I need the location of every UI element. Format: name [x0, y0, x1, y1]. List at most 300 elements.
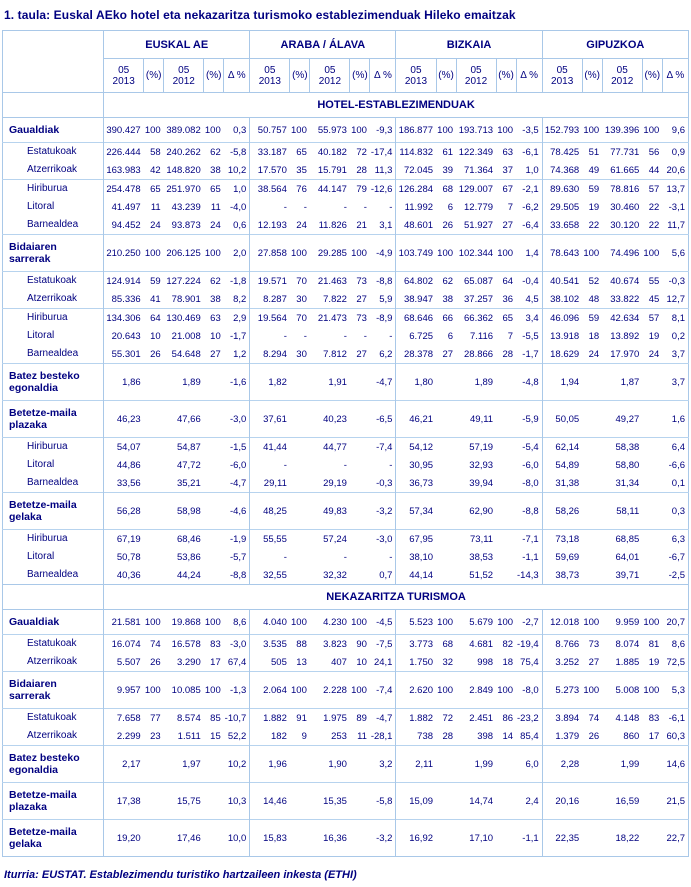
- cell: 65.087: [456, 272, 496, 291]
- cell: -4,5: [370, 610, 396, 635]
- cell: 39,94: [469, 477, 494, 489]
- cell: -1,1: [522, 551, 539, 563]
- period-line2: 2012: [318, 75, 342, 87]
- cell: 78.901: [171, 293, 201, 305]
- cell: 47,72: [176, 459, 201, 471]
- section-blank-cell: [3, 93, 104, 118]
- cell: -1,7: [229, 330, 247, 342]
- section-header: HOTEL-ESTABLEZIMENDUAK: [104, 93, 689, 118]
- cell: 10,3: [224, 783, 250, 820]
- cell: 52,2: [227, 730, 247, 742]
- cell: 100: [290, 118, 310, 143]
- cell: 1,97: [164, 746, 204, 783]
- cell: 11: [210, 201, 221, 213]
- cell: -5,8: [224, 143, 250, 162]
- table-row: [3, 783, 689, 820]
- cell: 59: [582, 180, 602, 199]
- cell: [144, 530, 164, 549]
- cell: [350, 456, 370, 474]
- cell: 39,71: [615, 569, 640, 581]
- cell: [582, 493, 602, 530]
- cell: 2.299: [104, 727, 144, 746]
- cell: [496, 820, 516, 857]
- cell: 16,36: [310, 820, 350, 857]
- period-line2: 2013: [258, 75, 281, 87]
- cell: 1,4: [516, 235, 542, 272]
- cell: -28,1: [370, 730, 393, 742]
- cell: 30: [296, 348, 307, 360]
- cell: [290, 783, 310, 820]
- cell: 124.914: [104, 272, 144, 291]
- cell: 5.273: [542, 672, 582, 709]
- table-row: [3, 548, 689, 566]
- cell: 40,36: [104, 566, 144, 585]
- cell: 58,38: [602, 438, 642, 457]
- table-row: [3, 180, 689, 199]
- cell: 23: [150, 730, 161, 742]
- cell: 15.791: [317, 164, 347, 176]
- cell: -8,9: [370, 309, 396, 328]
- cell: 28: [502, 348, 514, 360]
- cell: 57,24: [310, 530, 350, 549]
- cell: 3,2: [370, 746, 396, 783]
- cell: [496, 566, 516, 585]
- row-label: Hiriburua: [3, 438, 104, 457]
- cell: [496, 401, 516, 438]
- cell: 67: [496, 180, 516, 199]
- cell: [204, 474, 224, 493]
- cell: 64: [496, 272, 516, 291]
- cell: 102.344: [456, 235, 496, 272]
- table-row: [3, 746, 689, 783]
- cell: 148.820: [166, 164, 201, 176]
- cell: [436, 783, 456, 820]
- cell: 100: [204, 118, 224, 143]
- cell: 10: [356, 656, 367, 668]
- cell: 41: [150, 293, 161, 305]
- cell: -3,2: [370, 820, 396, 857]
- cell: 17,10: [456, 820, 496, 857]
- cell: 64: [144, 309, 164, 328]
- cell: 31,38: [542, 474, 582, 493]
- cell: 100: [642, 672, 662, 709]
- cell: 134.306: [104, 309, 144, 328]
- cell: [496, 746, 516, 783]
- cell: 27: [356, 293, 367, 305]
- cell: 17,38: [104, 783, 144, 820]
- cell: 58,26: [542, 493, 582, 530]
- cell: 26: [150, 348, 161, 360]
- cell: [436, 438, 456, 457]
- cell: 48: [588, 293, 600, 305]
- column-header-period: [164, 59, 204, 93]
- cell: -: [250, 456, 290, 474]
- cell: -8,8: [516, 493, 542, 530]
- cell: 100: [350, 672, 370, 709]
- table-body: [3, 93, 689, 857]
- cell: 32,55: [250, 566, 290, 585]
- row-label: Betetze-maila plazaka: [3, 401, 104, 438]
- cell: 100: [582, 610, 602, 635]
- cell: 24: [210, 219, 221, 231]
- cell: 4,5: [525, 293, 539, 305]
- cell: [290, 746, 310, 783]
- column-header-pct: (%): [496, 59, 516, 93]
- cell: 44: [648, 164, 660, 176]
- cell: 59: [582, 309, 602, 328]
- cell: [496, 438, 516, 457]
- cell: -4,8: [516, 364, 542, 401]
- cell: 67,95: [396, 530, 436, 549]
- cell: -1,1: [516, 820, 542, 857]
- period-line2: 2012: [611, 75, 634, 87]
- cell: -10,7: [224, 709, 250, 728]
- cell: 21.473: [310, 309, 350, 328]
- cell: 27: [588, 656, 600, 668]
- cell: 89: [350, 709, 370, 728]
- cell: 100: [204, 610, 224, 635]
- cell: 6.725: [396, 327, 436, 345]
- cell: -6,5: [370, 401, 396, 438]
- cell: 57,34: [396, 493, 436, 530]
- row-label: Hiriburua: [3, 309, 104, 328]
- period-line1: 05: [118, 64, 130, 76]
- cell: -6,1: [662, 709, 688, 728]
- cell: 67,4: [227, 656, 247, 668]
- cell: 41,44: [250, 438, 290, 457]
- cell: 27.858: [250, 235, 290, 272]
- cell: 49: [588, 164, 600, 176]
- cell: 19.868: [164, 610, 204, 635]
- cell: 38: [210, 164, 221, 176]
- cell: 40.674: [602, 272, 642, 291]
- row-label: Estatukoak: [3, 635, 104, 654]
- cell: 100: [290, 610, 310, 635]
- cell: 55: [642, 272, 662, 291]
- cell: [642, 364, 662, 401]
- cell: 21,5: [662, 783, 688, 820]
- section-row: [3, 585, 689, 610]
- cell: 38.564: [250, 180, 290, 199]
- cell: 55.973: [310, 118, 350, 143]
- cell: 47,66: [164, 401, 204, 438]
- cell: 27: [356, 348, 367, 360]
- cell: 10,2: [224, 746, 250, 783]
- cell: 74.496: [602, 235, 642, 272]
- column-header-period: [250, 59, 290, 93]
- table-row: [3, 566, 689, 585]
- cell: 72,5: [666, 656, 685, 668]
- cell: 57: [642, 309, 662, 328]
- cell: [582, 548, 602, 566]
- cell: 100: [144, 672, 164, 709]
- cell: -: [363, 201, 367, 213]
- cell: 46,23: [104, 401, 144, 438]
- cell: -3,0: [224, 635, 250, 654]
- cell: 73,11: [456, 530, 496, 549]
- cell: 44,14: [396, 566, 436, 585]
- cell: 44,86: [104, 456, 144, 474]
- cell: 505: [250, 653, 290, 672]
- cell: 100: [350, 235, 370, 272]
- region-header: BIZKAIA: [396, 31, 542, 59]
- cell: 1.882: [396, 709, 436, 728]
- cell: 7: [507, 201, 514, 213]
- cell: 28.866: [464, 348, 494, 360]
- cell: 44,24: [176, 569, 201, 581]
- cell: 30: [296, 293, 307, 305]
- cell: 2.064: [250, 672, 290, 709]
- cell: 62: [204, 143, 224, 162]
- cell: 94.452: [104, 216, 144, 235]
- cell: 54,89: [542, 456, 582, 474]
- region-header: GIPUZKOA: [542, 31, 688, 59]
- table-row: [3, 272, 689, 291]
- cell: -: [343, 330, 347, 342]
- cell: 100: [290, 235, 310, 272]
- cell: 14,46: [250, 783, 290, 820]
- cell: -7,4: [370, 438, 396, 457]
- cell: 18.629: [542, 345, 582, 364]
- row-label: Barnealdea: [3, 474, 104, 493]
- row-label: Bidaiaren sarrerak: [3, 672, 104, 709]
- column-header-period: [104, 59, 144, 93]
- cell: 27: [502, 219, 514, 231]
- cell: 100: [496, 118, 516, 143]
- table-row: [3, 438, 689, 457]
- cell: -0,3: [376, 477, 393, 489]
- cell: 43.239: [171, 201, 201, 213]
- cell: 2,17: [104, 746, 144, 783]
- cell: 64,01: [615, 551, 640, 563]
- cell: 72.045: [396, 161, 436, 180]
- cell: 1,6: [662, 401, 688, 438]
- stats-table: [2, 30, 689, 857]
- cell: 103.749: [396, 235, 436, 272]
- cell: 11: [357, 730, 367, 742]
- cell: [144, 401, 164, 438]
- cell: 22,7: [662, 820, 688, 857]
- cell: 9.957: [104, 672, 144, 709]
- row-label: Estatukoak: [3, 709, 104, 728]
- cell: 100: [350, 610, 370, 635]
- cell: 48,25: [250, 493, 290, 530]
- cell: 253: [331, 730, 347, 742]
- cell: 2.451: [456, 709, 496, 728]
- cell: 58,80: [615, 459, 640, 471]
- cell: 91: [290, 709, 310, 728]
- cell: 8.766: [542, 635, 582, 654]
- cell: 4.681: [456, 635, 496, 654]
- cell: 65: [144, 180, 164, 199]
- cell: 49,27: [602, 401, 642, 438]
- cell: 18: [588, 330, 600, 342]
- cell: [290, 820, 310, 857]
- cell: 49,83: [310, 493, 350, 530]
- cell: 7: [507, 330, 514, 342]
- cell: -1,5: [224, 438, 250, 457]
- cell: [496, 530, 516, 549]
- period-line1: 05: [410, 64, 422, 76]
- cell: 11.992: [396, 198, 436, 216]
- table-row: [3, 216, 689, 235]
- cell: [204, 566, 224, 585]
- cell: 2.620: [396, 672, 436, 709]
- cell: 226.444: [104, 143, 144, 162]
- cell: 33.658: [542, 216, 582, 235]
- cell: 62,90: [456, 493, 496, 530]
- cell: 5.679: [456, 610, 496, 635]
- period-line1: 05: [556, 64, 568, 76]
- cell: 54,12: [396, 438, 436, 457]
- cell: [144, 783, 164, 820]
- cell: 16.074: [104, 635, 144, 654]
- cell: 100: [436, 610, 456, 635]
- cell: 17,46: [164, 820, 204, 857]
- cell: 13: [296, 656, 307, 668]
- cell: 4.040: [250, 610, 290, 635]
- cell: 1,86: [104, 364, 144, 401]
- cell: 19,20: [104, 820, 144, 857]
- cell: 75,4: [520, 656, 539, 668]
- cell: 6: [447, 330, 454, 342]
- cell: 78.816: [602, 180, 642, 199]
- cell: 73: [350, 272, 370, 291]
- cell: 6,2: [379, 348, 393, 360]
- cell: 3.252: [542, 653, 582, 672]
- cell: 3.290: [176, 656, 201, 668]
- cell: 54,07: [104, 438, 144, 457]
- row-label: Batez besteko egonaldia: [3, 364, 104, 401]
- cell: 78.643: [542, 235, 582, 272]
- cell: 1,89: [164, 364, 204, 401]
- cell: 20,7: [662, 610, 688, 635]
- cell: 27: [442, 348, 454, 360]
- period-line2: 2013: [404, 75, 428, 87]
- cell: 100: [436, 672, 456, 709]
- period-line1: 05: [324, 64, 336, 76]
- cell: 1,90: [310, 746, 350, 783]
- cell: 1.511: [177, 730, 201, 742]
- cell: 130.469: [164, 309, 204, 328]
- cell: [436, 493, 456, 530]
- cell: -3,1: [668, 201, 685, 213]
- cell: 7.658: [104, 709, 144, 728]
- cell: 100: [436, 235, 456, 272]
- cell: 9,6: [662, 118, 688, 143]
- column-header-delta: Δ %: [516, 59, 542, 93]
- cell: 93.873: [171, 219, 201, 231]
- cell: [642, 746, 662, 783]
- table-row: [3, 820, 689, 857]
- cell: -3,0: [224, 401, 250, 438]
- cell: 193.713: [456, 118, 496, 143]
- cell: 68,85: [602, 530, 642, 549]
- page-title: 1. taula: Euskal AEko hotel eta nekazaritza turismoko establezimenduak Hileko emaitzak: [4, 8, 516, 22]
- cell: [496, 783, 516, 820]
- cell: [496, 548, 516, 566]
- cell: -4,7: [370, 364, 396, 401]
- column-header-pct: (%): [144, 59, 164, 93]
- cell: 53,86: [176, 551, 201, 563]
- cell: 12.193: [250, 216, 290, 235]
- cell: 30.120: [610, 219, 640, 231]
- cell: -5,7: [229, 551, 247, 563]
- cell: 60,3: [666, 730, 685, 742]
- cell: 30.460: [610, 201, 640, 213]
- row-label: Hiriburua: [3, 530, 104, 549]
- cell: 0,7: [379, 569, 393, 581]
- cell: 6: [447, 201, 454, 213]
- cell: 100: [582, 672, 602, 709]
- cell: -19,4: [516, 635, 542, 654]
- row-label: Gaualdiak: [3, 118, 104, 143]
- cell: -8,0: [522, 477, 539, 489]
- cell: 66.362: [456, 309, 496, 328]
- cell: [204, 783, 224, 820]
- cell: 1,80: [396, 364, 436, 401]
- column-header-delta: Δ %: [224, 59, 250, 93]
- cell: -: [250, 327, 290, 345]
- cell: 186.877: [396, 118, 436, 143]
- period-line1: 05: [616, 64, 628, 76]
- cell: 2,11: [396, 746, 436, 783]
- cell: -: [389, 551, 393, 563]
- cell: -8,8: [370, 272, 396, 291]
- cell: [350, 493, 370, 530]
- cell: -3,0: [370, 530, 396, 549]
- row-label: Barnealdea: [3, 216, 104, 235]
- row-label: Estatukoak: [3, 143, 104, 162]
- cell: -: [389, 330, 393, 342]
- cell: 9.959: [602, 610, 642, 635]
- cell: -9,3: [370, 118, 396, 143]
- cell: 54,87: [164, 438, 204, 457]
- cell: -6,6: [668, 459, 685, 471]
- column-header-delta: Δ %: [370, 59, 396, 93]
- cell: 50.757: [250, 118, 290, 143]
- cell: 17: [648, 730, 660, 742]
- row-label: Betetze-maila gelaka: [3, 820, 104, 857]
- cell: 56,28: [104, 493, 144, 530]
- cell: 55.301: [104, 345, 144, 364]
- cell: -2,1: [516, 180, 542, 199]
- cell: 38,10: [396, 548, 436, 566]
- cell: 40.182: [310, 143, 350, 162]
- cell: 407: [331, 656, 347, 668]
- cell: 61: [436, 143, 456, 162]
- cell: 1,2: [233, 348, 247, 360]
- table-head: [3, 31, 689, 93]
- table-row: [3, 118, 689, 143]
- row-label: Estatukoak: [3, 272, 104, 291]
- cell: 50,78: [104, 548, 144, 566]
- cell: 100: [642, 235, 662, 272]
- cell: 29.505: [542, 198, 582, 216]
- cell: 90: [350, 635, 370, 654]
- cell: 10,2: [227, 164, 247, 176]
- cell: [350, 746, 370, 783]
- cell: 3.823: [310, 635, 350, 654]
- cell: [582, 820, 602, 857]
- table-row: [3, 161, 689, 180]
- cell: -6,2: [522, 201, 539, 213]
- cell: [642, 474, 662, 493]
- cell: [582, 783, 602, 820]
- period-line2: 2013: [551, 75, 574, 87]
- cell: 77: [144, 709, 164, 728]
- cell: 7.812: [323, 348, 347, 360]
